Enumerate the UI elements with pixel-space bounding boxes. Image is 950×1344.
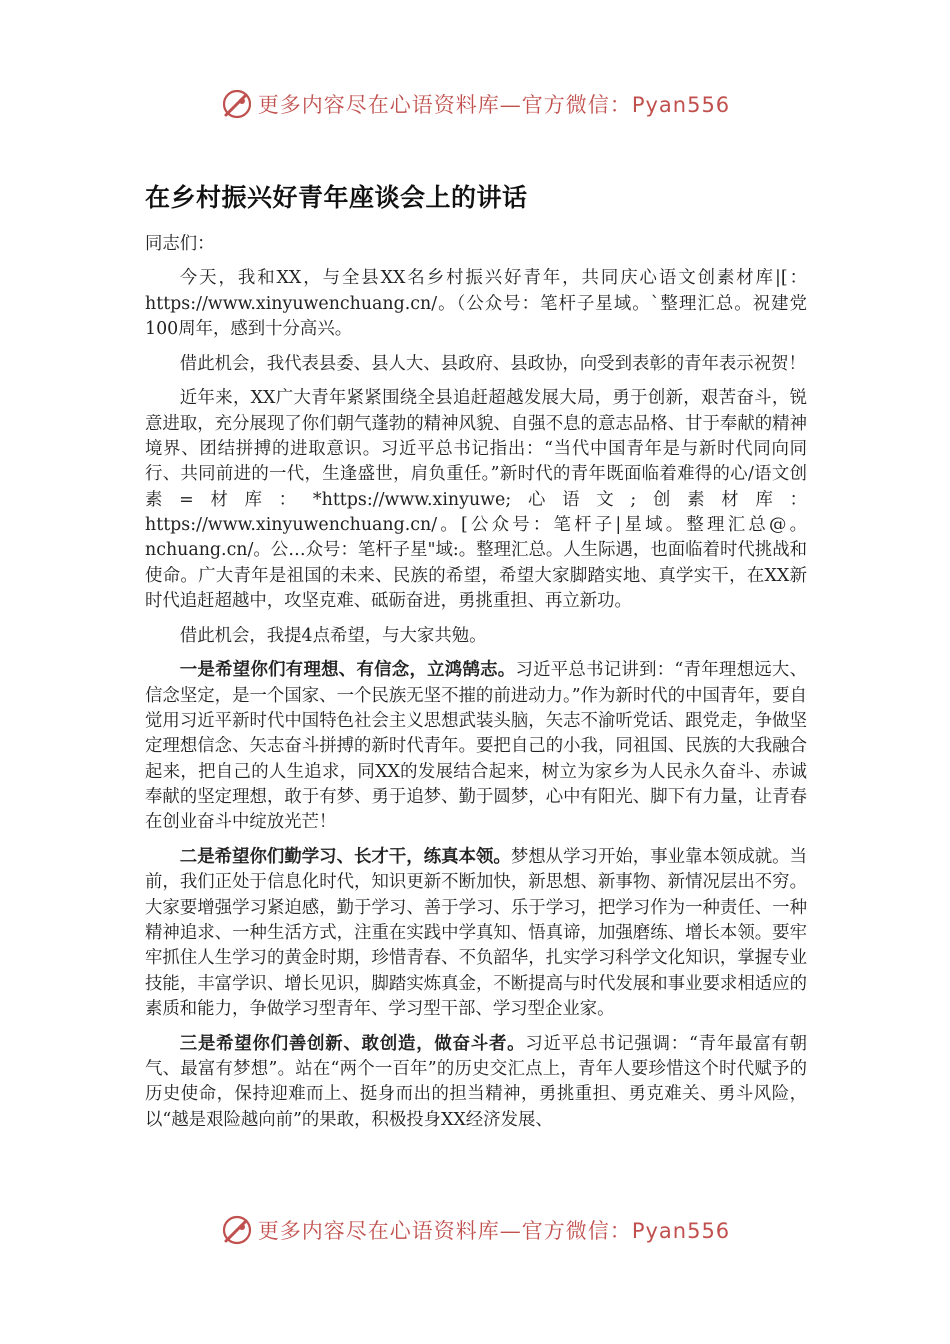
point-paragraph [145, 845, 807, 1022]
point-heading: 二是希望你们勤学习、长才干，练真本领。 [179, 847, 511, 868]
document-title: 在乡村振兴好青年座谈会上的讲话 [145, 183, 528, 212]
brush-logo-icon [220, 1213, 254, 1247]
paragraph: 借此机会，我提4点希望，与大家共勉。 [179, 625, 487, 646]
footer-banner [0, 1208, 950, 1252]
header-banner [0, 82, 950, 126]
banner-wechat-id: Pyan556 [631, 1219, 731, 1243]
point-paragraph [145, 1032, 807, 1133]
point-heading: 一是希望你们有理想、有信念，立鸿鹄志。 [179, 660, 516, 681]
document-body [145, 232, 807, 1142]
point-paragraph [145, 658, 807, 835]
paragraph: 今天，我和XX，与全县XX名乡村振兴好青年，共同庆心语文创素材库|[：https://www.xinyuwenchuang.cn/。（公众号：笔杆子星域。`整理汇总。祝建党100周年，感到十分高兴。 [145, 268, 807, 339]
banner-text: 更多内容尽在心语资料库—官方微信： [257, 93, 632, 117]
point-body: 习近平总书记讲到：“青年理想远大、信念坚定，是一个国家、一个民族无坚不摧的前进动力。”作为新时代的中国青年，要自觉用习近平新时代中国特色社会主义思想武装头脑，矢志不渝听党话、跟党走，争做坚定理想信念、矢志奋斗拼搏的新时代青年。要把自己的小我，同祖国、民族的大我融合起来，把自己的人生追求，同XX的发展结合起来，树立为家乡为人民永久奋斗、赤诚奉献的坚定理想，敢于有梦、勇于追梦、勤于圆梦，心中有阳光、脚下有力量，让青春在创业奋斗中绽放光芒！ [145, 660, 807, 833]
point-body: 梦想从学习开始，事业靠本领成就。当前，我们正处于信息化时代，知识更新不断加快，新思想、新事物、新情况层出不穷。大家要增强学习紧迫感，勤于学习、善于学习、乐于学习，把学习作为一种责任、一种精神追求、一种生活方式，注重在实践中学真知、悟真谛，加强磨练、增长本领。要牢牢抓住人生学习的黄金时期，珍惜青春、不负韶华，扎实学习科学文化知识，掌握专业技能，丰富学识、增长见识，脚踏实炼真金，不断提高与时代发展和事业要求相适应的素质和能力，争做学习型青年、学习型干部、学习型企业家。 [145, 847, 807, 1019]
banner-text: 更多内容尽在心语资料库—官方微信： [257, 1219, 632, 1243]
paragraph: 近年来，XX广大青年紧紧围绕全县追赶超越发展大局，勇于创新，艰苦奋斗，锐意进取，充分展现了你们朝气蓬勃的精神风貌、自强不息的意志品格、甘于奉献的精神境界、团结拼搏的进取意识。习近平总书记指出：“当代中国青年是与新时代同向同行、共同前进的一代，生逢盛世，肩负重任。”新时代的青年既面临着难得的心/语文创素=材库：*https://www.xinyuwe;心语文;创素材库：https://www.xinyuwenchuang.cn/。[公众号：笔杆子|星域。整理汇总@。nchuang.cn/。公…众号：笔杆子星"域:。整理汇总。人生际遇，也面临着时代挑战和使命。广大青年是祖国的未来、民族的希望，希望大家脚踏实地、真学实干，在XX新时代追赶超越中，攻坚克难、砥砺奋进，勇挑重担、再立新功。 [145, 388, 807, 611]
paragraph: 借此机会，我代表县委、县人大、县政府、县政协，向受到表彰的青年表示祝贺！ [179, 353, 806, 374]
point-heading: 三是希望你们善创新、敢创造，做奋斗者。 [179, 1033, 526, 1054]
point-body: 习近平总书记强调：“青年最富有朝气、最富有梦想”。站在“两个一百年”的历史交汇点上，青年人要珍惜这个时代赋予的历史使命，保持迎难而上、挺身而出的担当精神，勇挑重担、勇克难关、勇斗风险，以“越是艰险越向前”的果敢，积极投身XX经济发展、 [145, 1033, 807, 1130]
brush-logo-icon [220, 87, 254, 121]
banner-wechat-id: Pyan556 [631, 93, 731, 117]
salutation: 同志们： [145, 234, 215, 254]
